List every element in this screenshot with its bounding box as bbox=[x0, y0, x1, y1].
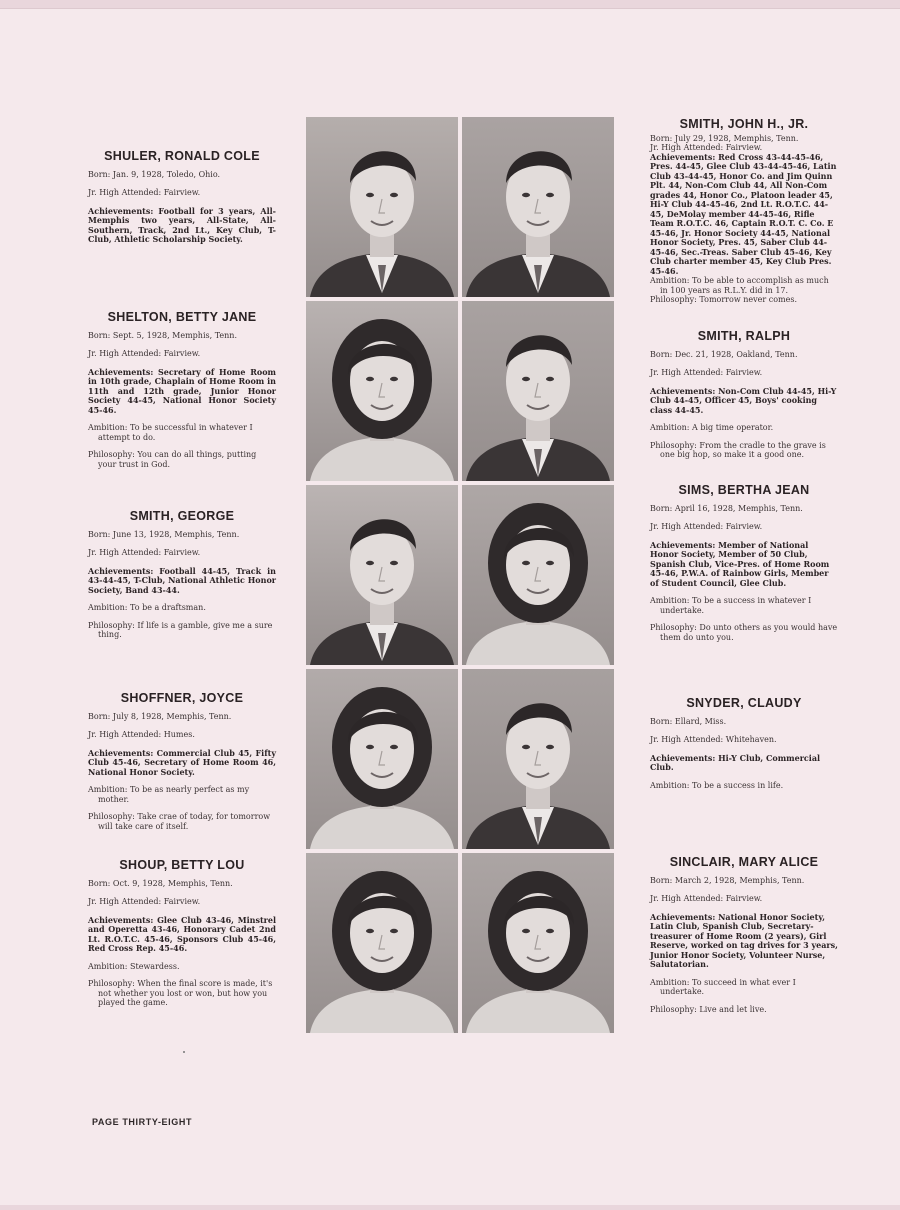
portrait-image bbox=[462, 669, 614, 849]
student-entry-smith-george bbox=[88, 509, 276, 648]
left-eye bbox=[366, 929, 374, 933]
philosophy-text: Philosophy: You can do all things, putting your trust in God. bbox=[88, 450, 257, 469]
philosophy-text: Philosophy: If life is a gamble, give me a sure thing. bbox=[88, 620, 273, 639]
left-eye bbox=[366, 377, 374, 381]
born-line: Born: Dec. 21, 1928, Oakland, Tenn. bbox=[650, 349, 798, 359]
born-line: Born: Oct. 9, 1928, Memphis, Tenn. bbox=[88, 878, 233, 888]
philosophy-text: Philosophy: Do unto others as you would have them do unto you. bbox=[650, 623, 838, 642]
ambition-text: Ambition: Stewardess. bbox=[88, 961, 180, 971]
shoulders bbox=[310, 989, 454, 1033]
left-eye bbox=[522, 745, 530, 749]
student-entry-smith-john bbox=[650, 117, 838, 313]
right-eye bbox=[546, 929, 554, 933]
left-eye bbox=[522, 929, 530, 933]
student-entry-sinclair bbox=[650, 855, 838, 1022]
student-name: SMITH, GEORGE bbox=[129, 509, 235, 523]
jr-high-line: Jr. High Attended: Fairview. bbox=[650, 368, 763, 377]
right-eye bbox=[390, 193, 398, 197]
student-entry-snyder bbox=[650, 696, 838, 798]
ambition-text: Ambition: To succeed in what ever I undertake. bbox=[650, 977, 796, 996]
born-line: Born: Sept. 5, 1928, Memphis, Tenn. bbox=[88, 330, 237, 340]
portrait-image bbox=[306, 485, 458, 665]
born-line: Born: April 16, 1928, Memphis, Tenn. bbox=[650, 503, 803, 513]
left-eye bbox=[522, 377, 530, 381]
right-eye bbox=[546, 561, 554, 565]
portrait-image bbox=[462, 301, 614, 481]
student-entry-smith-ralph bbox=[650, 329, 838, 468]
achievements-text: Achievements: Member of National Honor Society, Member of 50 Club, Spanish Club, Vice-Pres. of Home Room 45-46, P.W.A. of Rainbow Girls, Member of Student Council, Glee Club. bbox=[650, 539, 830, 588]
shoulders bbox=[310, 805, 454, 849]
philosophy-text: Philosophy: Live and let live. bbox=[650, 1004, 767, 1014]
student-name: SHOUP, BETTY LOU bbox=[119, 858, 245, 872]
print-speck bbox=[183, 1051, 185, 1053]
student-portrait bbox=[462, 853, 614, 1033]
student-portrait bbox=[306, 485, 458, 665]
born-line: Born: Ellard, Miss. bbox=[650, 716, 727, 726]
left-eye bbox=[522, 193, 530, 197]
student-portrait bbox=[462, 669, 614, 849]
ambition-text: Ambition: A big time operator. bbox=[650, 423, 774, 432]
jr-high-line: Jr. High Attended: Fairview. bbox=[88, 548, 201, 557]
right-eye bbox=[546, 745, 554, 749]
student-portrait bbox=[462, 301, 614, 481]
philosophy-text: Philosophy: Take crae of today, for tomorrow will take care of itself. bbox=[88, 812, 271, 831]
student-name: SHULER, RONALD COLE bbox=[104, 149, 260, 163]
page-number: PAGE THIRTY-EIGHT bbox=[92, 1117, 193, 1127]
left-eye bbox=[522, 561, 530, 565]
born-line: Born: June 13, 1928, Memphis, Tenn. bbox=[88, 529, 240, 539]
portrait-image bbox=[306, 301, 458, 481]
student-entry-sims bbox=[650, 483, 838, 650]
student-portrait bbox=[306, 301, 458, 481]
ambition-text: Ambition: To be a success in whatever I undertake. bbox=[650, 596, 812, 615]
left-eye bbox=[366, 561, 374, 565]
student-name: SHELTON, BETTY JANE bbox=[107, 310, 257, 324]
student-portrait bbox=[306, 669, 458, 849]
student-name: SMITH, JOHN H., JR. bbox=[679, 117, 809, 131]
philosophy-text: Philosophy: Tomorrow never comes. bbox=[650, 295, 797, 304]
jr-high-line: Jr. High Attended: Fairview. bbox=[650, 522, 763, 531]
student-name: SINCLAIR, MARY ALICE bbox=[669, 855, 819, 869]
student-portrait bbox=[462, 485, 614, 665]
student-entry-shoup bbox=[88, 858, 276, 1016]
student-portrait bbox=[306, 117, 458, 297]
philosophy-text: Philosophy: From the cradle to the grave is one big hop, so make it a good one. bbox=[650, 440, 826, 459]
philosophy-text: Philosophy: When the final score is made, it's not whether you lost or won, but how you played the game. bbox=[88, 979, 273, 1007]
student-entry-shuler bbox=[88, 149, 276, 253]
portrait-image bbox=[462, 117, 614, 297]
ambition-text: Ambition: To be a draftsman. bbox=[88, 603, 206, 612]
achievements-text: Achievements: Football 44-45, Track in 43-44-45, T-Club, National Athletic Honor Society, Band 43-44. bbox=[88, 565, 276, 595]
achievements-text: Achievements: Non-Com Club 44-45, Hi-Y Club 44-45, Officer 45, Boys' cooking class 44-45. bbox=[650, 385, 837, 415]
portrait-image bbox=[462, 485, 614, 665]
portrait-image bbox=[462, 853, 614, 1033]
jr-high-line: Jr. High Attended: Fairview. bbox=[650, 894, 763, 903]
achievements-text: Achievements: Hi-Y Club, Commercial Club. bbox=[650, 752, 821, 772]
student-name: SNYDER, CLAUDY bbox=[686, 696, 802, 710]
achievements-text: Achievements: Football for 3 years, All-Memphis two years, All-State, All-Southern, Track, 2nd Lt., Key Club, T-Club, Athletic Scholarship Society. bbox=[88, 205, 276, 244]
right-eye bbox=[390, 561, 398, 565]
shoulders bbox=[310, 437, 454, 481]
ambition-text: Ambition: To be successful in whatever I attempt to do. bbox=[88, 423, 253, 442]
ambition-text: Ambition: To be a success in life. bbox=[650, 780, 784, 790]
achievements-text: Achievements: Glee Club 43-46, Minstrel and Operetta 43-46, Honorary Cadet 2nd Lt. R.O.T.C. 45-46, Sponsors Club 45-46, Red Cross Rep. 45-46. bbox=[88, 914, 276, 953]
right-eye bbox=[390, 377, 398, 381]
right-eye bbox=[546, 193, 554, 197]
student-portrait bbox=[306, 853, 458, 1033]
portrait-image bbox=[306, 117, 458, 297]
left-eye bbox=[366, 193, 374, 197]
shoulders bbox=[466, 621, 610, 665]
born-line: Born: July 8, 1928, Memphis, Tenn. bbox=[88, 711, 232, 721]
jr-high-line: Jr. High Attended: Fairview. bbox=[650, 143, 763, 152]
student-name: SMITH, RALPH bbox=[697, 329, 791, 343]
right-eye bbox=[546, 377, 554, 381]
jr-high-line: Jr. High Attended: Whitehaven. bbox=[650, 735, 777, 744]
born-line: Born: Jan. 9, 1928, Toledo, Ohio. bbox=[88, 169, 221, 179]
achievements-text: Achievements: Commercial Club 45, Fifty Club 45-46, Secretary of Home Room 46, National Honor Society. bbox=[88, 747, 276, 777]
right-eye bbox=[390, 745, 398, 749]
student-name: SHOFFNER, JOYCE bbox=[120, 691, 244, 705]
right-eye bbox=[390, 929, 398, 933]
yearbook-page bbox=[0, 8, 900, 1205]
student-name: SIMS, BERTHA JEAN bbox=[678, 483, 810, 497]
achievements-text: Achievements: National Honor Society, Latin Club, Spanish Club, Secretary-treasurer of Home Room (2 years), Girl Reserve, worked on tag drives for 3 years, Junior Honor Society, Volunteer Nurse, Salutatorian. bbox=[650, 911, 838, 969]
student-entry-shelton bbox=[88, 310, 276, 477]
achievements-text: Achievements: Red Cross 43-44-45-46, Pres. 44-45, Glee Club 43-44-45-46, Latin Club 43-44-45, Honor Co. and Jim Quinn Plt. 44, Non-Com Club 44, All Non-Com grades 44, Honor Co., Platoon leader 45, Hi-Y Club 44-45-46, 2nd Lt. R.O.T.C. 44-45, DeMolay member 44-45-46, Rifle Team R.O.T.C. 46, Captain R.O.T. C. Co. E 45-46, Jr. Honor Society 44-45, National Honor Society, Pres. 45, Saber Club 44-45-46, Sec.-Treas. Saber Club 45-46, Key Club charter member 45, Key Club Pres. 45-46. bbox=[650, 151, 837, 276]
portrait-image bbox=[306, 669, 458, 849]
ambition-text: Ambition: To be as nearly perfect as my mother. bbox=[88, 785, 250, 804]
born-line: Born: July 29, 1928, Memphis, Tenn. bbox=[650, 133, 799, 143]
jr-high-line: Jr. High Attended: Fairview. bbox=[88, 188, 201, 197]
left-eye bbox=[366, 745, 374, 749]
jr-high-line: Jr. High Attended: Fairview. bbox=[88, 349, 201, 358]
student-portrait bbox=[462, 117, 614, 297]
achievements-text: Achievements: Secretary of Home Room in 10th grade, Chaplain of Home Room in 11th and 12th grade, Junior Honor Society 44-45, National Honor Society 45-46. bbox=[88, 366, 276, 415]
ambition-text: Ambition: To be able to accomplish as much in 100 years as R.L.Y. did in 17. bbox=[650, 276, 829, 295]
jr-high-line: Jr. High Attended: Fairview. bbox=[88, 897, 201, 906]
jr-high-line: Jr. High Attended: Humes. bbox=[88, 730, 195, 739]
born-line: Born: March 2, 1928, Memphis, Tenn. bbox=[650, 875, 805, 885]
student-entry-shoffner bbox=[88, 691, 276, 839]
shoulders bbox=[466, 989, 610, 1033]
portrait-image bbox=[306, 853, 458, 1033]
